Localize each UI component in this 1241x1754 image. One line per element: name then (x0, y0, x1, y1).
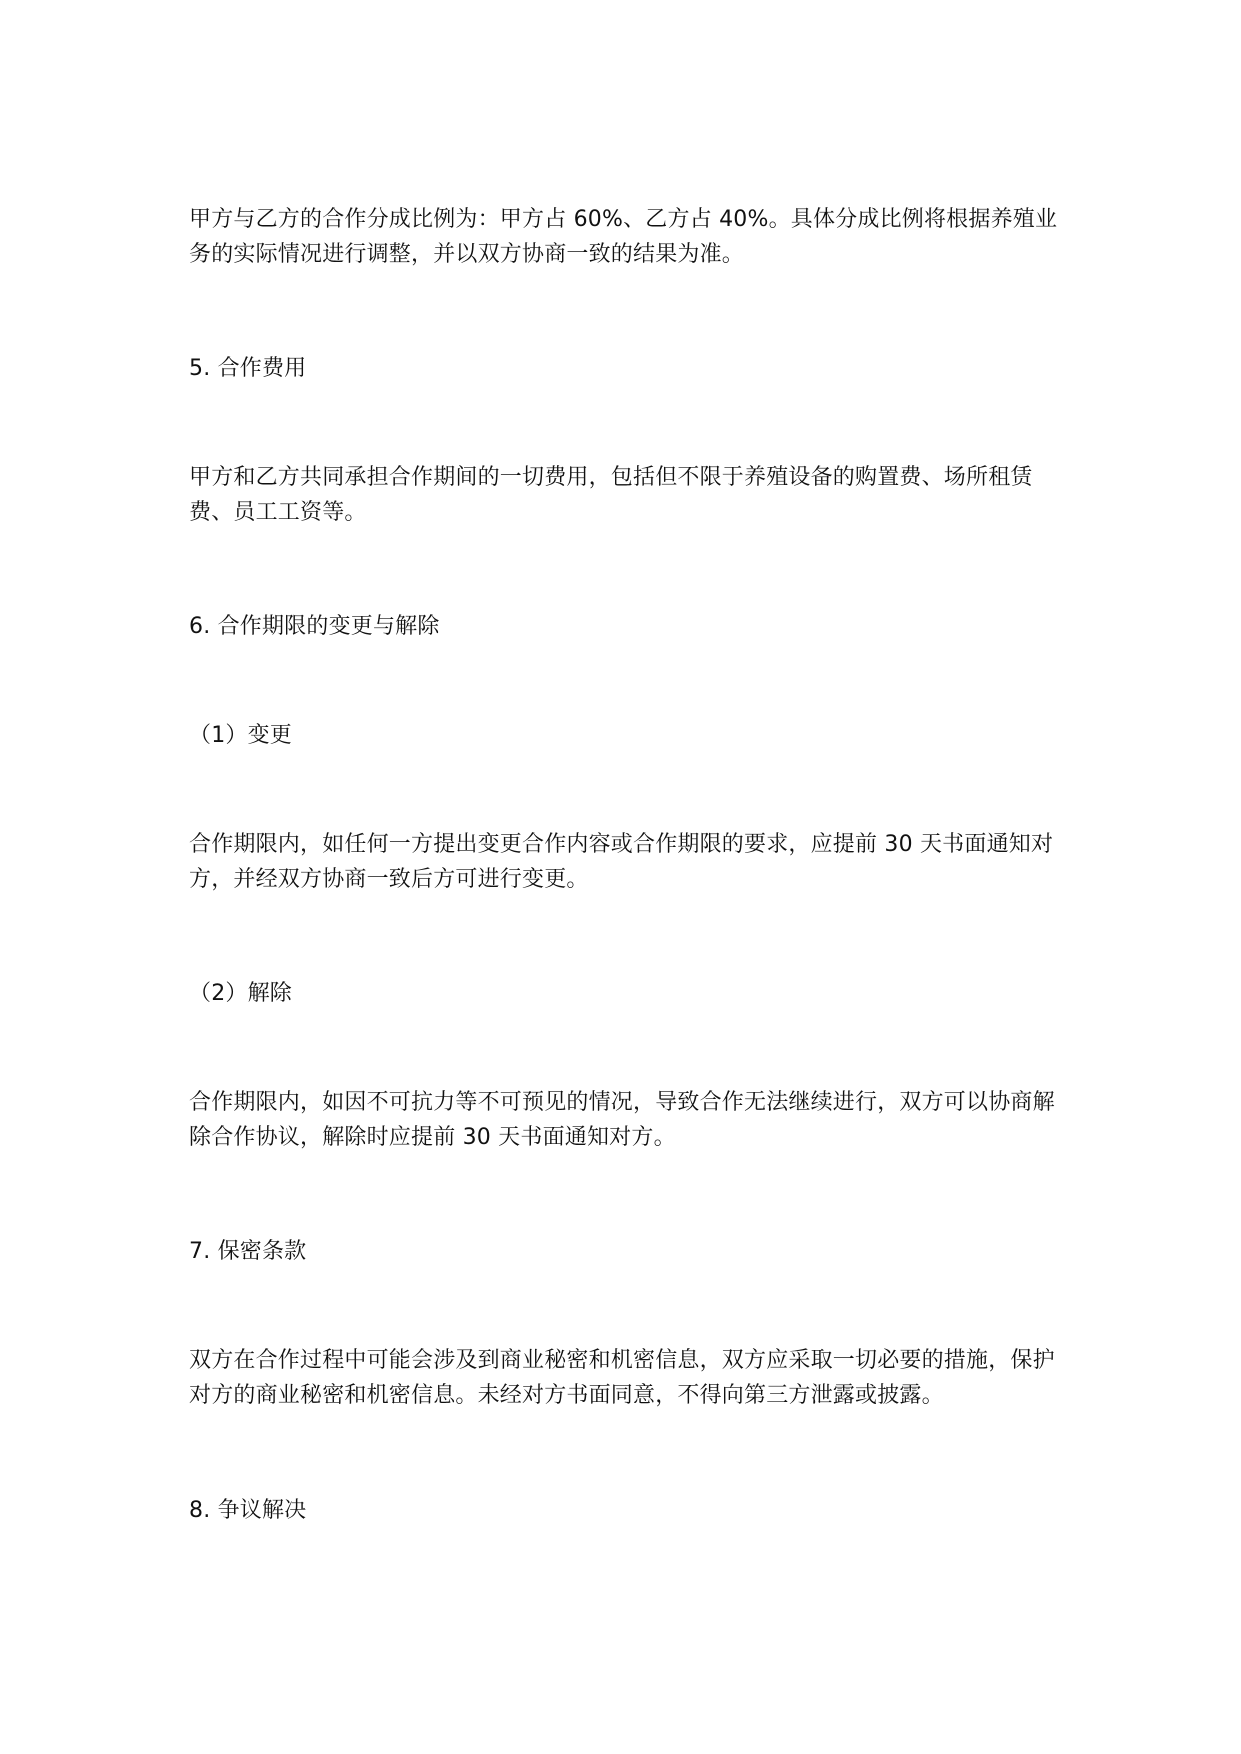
paragraph-termination: 合作期限内，如因不可抗力等不可预见的情况，导致合作无法继续进行，双方可以协商解除合作协议，解除时应提前 30 天书面通知对方。 (189, 1090, 1055, 1150)
heading-term-change-termination: 6. 合作期限的变更与解除 (189, 614, 440, 639)
heading-termination: （2）解除 (189, 981, 292, 1006)
heading-cooperation-fees: 5. 合作费用 (189, 356, 307, 381)
heading-confidentiality: 7. 保密条款 (189, 1239, 307, 1264)
paragraph-confidentiality: 双方在合作过程中可能会涉及到商业秘密和机密信息，双方应采取一切必要的措施，保护对方的商业秘密和机密信息。未经对方书面同意，不得向第三方泄露或披露。 (189, 1348, 1055, 1408)
heading-dispute-resolution: 8. 争议解决 (189, 1498, 307, 1523)
paragraph-profit-ratio: 甲方与乙方的合作分成比例为：甲方占 60%、乙方占 40%。具体分成比例将根据养殖业务的实际情况进行调整，并以双方协商一致的结果为准。 (189, 207, 1058, 267)
paragraph-change: 合作期限内，如任何一方提出变更合作内容或合作期限的要求，应提前 30 天书面通知对方，并经双方协商一致后方可进行变更。 (189, 832, 1054, 892)
paragraph-cooperation-fees: 甲方和乙方共同承担合作期间的一切费用，包括但不限于养殖设备的购置费、场所租赁费、员工工资等。 (189, 465, 1033, 525)
heading-change: （1）变更 (189, 723, 292, 748)
